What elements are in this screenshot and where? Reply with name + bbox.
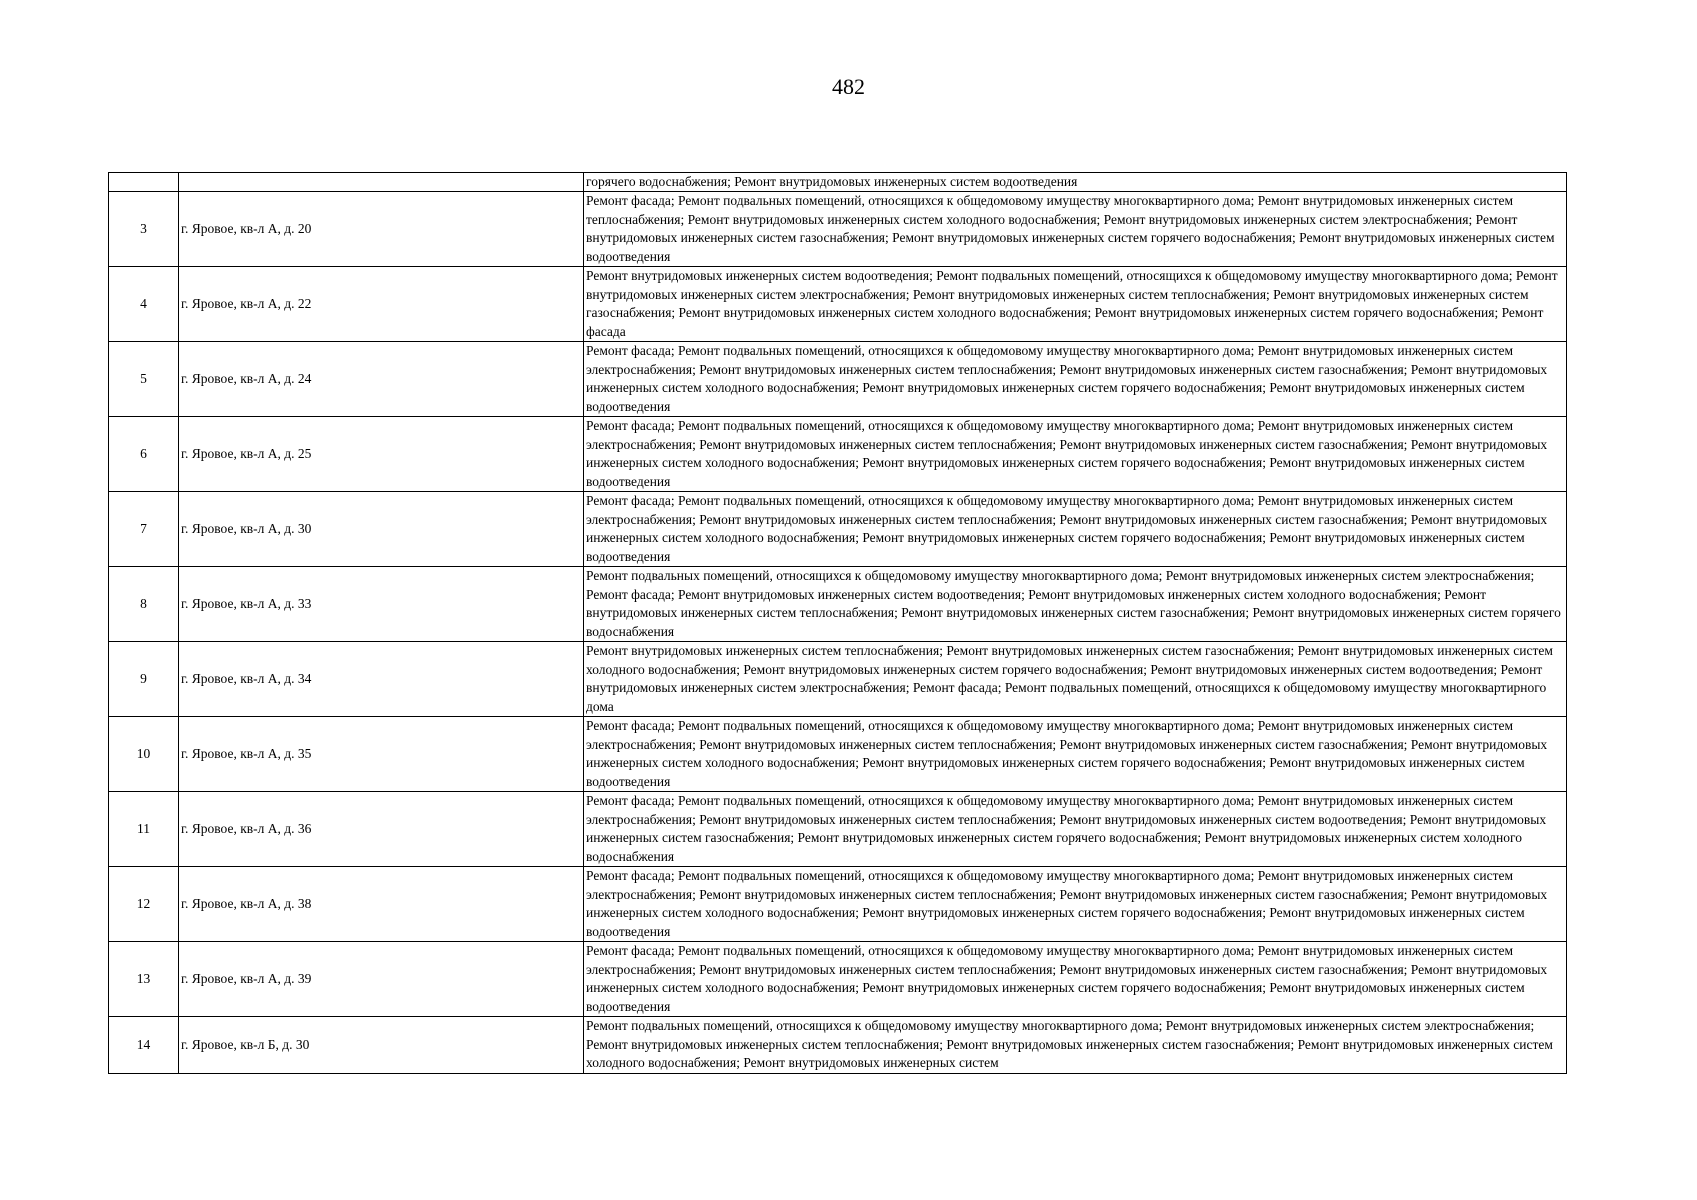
row-number-cell: 5 xyxy=(109,342,179,417)
table-row xyxy=(109,1017,1567,1074)
table-row xyxy=(109,417,1567,492)
address-cell: г. Яровое, кв-л А, д. 39 xyxy=(179,942,584,1017)
address-cell: г. Яровое, кв-л А, д. 20 xyxy=(179,192,584,267)
works-cell: Ремонт фасада; Ремонт подвальных помещений, относящихся к общедомовому имуществу многоквартирного дома; Ремонт внутридомовых инженерных систем электроснабжения; Ремонт внутридомовых инженерных систем теплоснабжения; Ремонт внутридомовых инженерных систем газоснабжения; Ремонт внутридомовых инженерных систем холодного водоснабжения; Ремонт внутридомовых инженерных систем горячего водоснабжения; Ремонт внутридомовых инженерных систем водоотведения xyxy=(584,717,1567,792)
address-cell: г. Яровое, кв-л А, д. 25 xyxy=(179,417,584,492)
works-cell: Ремонт фасада; Ремонт подвальных помещений, относящихся к общедомовому имуществу многоквартирного дома; Ремонт внутридомовых инженерных систем электроснабжения; Ремонт внутридомовых инженерных систем теплоснабжения; Ремонт внутридомовых инженерных систем водоотведения; Ремонт внутридомовых инженерных систем газоснабжения; Ремонт внутридомовых инженерных систем горячего водоснабжения; Ремонт внутридомовых инженерных систем холодного водоснабжения xyxy=(584,792,1567,867)
row-number-cell: 7 xyxy=(109,492,179,567)
table-row xyxy=(109,342,1567,417)
table-row xyxy=(109,792,1567,867)
works-cell: Ремонт фасада; Ремонт подвальных помещений, относящихся к общедомовому имуществу многоквартирного дома; Ремонт внутридомовых инженерных систем электроснабжения; Ремонт внутридомовых инженерных систем теплоснабжения; Ремонт внутридомовых инженерных систем газоснабжения; Ремонт внутридомовых инженерных систем холодного водоснабжения; Ремонт внутридомовых инженерных систем горячего водоснабжения; Ремонт внутридомовых инженерных систем водоотведения xyxy=(584,417,1567,492)
works-cell: Ремонт подвальных помещений, относящихся к общедомовому имуществу многоквартирного дома; Ремонт внутридомовых инженерных систем электроснабжения; Ремонт фасада; Ремонт внутридомовых инженерных систем водоотведения; Ремонт внутридомовых инженерных систем холодного водоснабжения; Ремонт внутридомовых инженерных систем теплоснабжения; Ремонт внутридомовых инженерных систем газоснабжения; Ремонт внутридомовых инженерных систем горячего водоснабжения xyxy=(584,567,1567,642)
address-cell: г. Яровое, кв-л А, д. 38 xyxy=(179,867,584,942)
address-cell: г. Яровое, кв-л А, д. 24 xyxy=(179,342,584,417)
table-row xyxy=(109,267,1567,342)
row-number-cell: 13 xyxy=(109,942,179,1017)
table-row xyxy=(109,192,1567,267)
works-cell: Ремонт фасада; Ремонт подвальных помещений, относящихся к общедомовому имуществу многоквартирного дома; Ремонт внутридомовых инженерных систем электроснабжения; Ремонт внутридомовых инженерных систем теплоснабжения; Ремонт внутридомовых инженерных систем газоснабжения; Ремонт внутридомовых инженерных систем холодного водоснабжения; Ремонт внутридомовых инженерных систем горячего водоснабжения; Ремонт внутридомовых инженерных систем водоотведения xyxy=(584,342,1567,417)
row-number-cell xyxy=(109,173,179,192)
continuation-row xyxy=(109,173,1567,192)
works-cell: горячего водоснабжения; Ремонт внутридомовых инженерных систем водоотведения xyxy=(584,173,1567,192)
repair-works-table xyxy=(108,172,1567,1074)
table-body xyxy=(109,173,1567,1074)
row-number-cell: 14 xyxy=(109,1017,179,1074)
table-row xyxy=(109,867,1567,942)
works-cell: Ремонт фасада; Ремонт подвальных помещений, относящихся к общедомовому имуществу многоквартирного дома; Ремонт внутридомовых инженерных систем электроснабжения; Ремонт внутридомовых инженерных систем теплоснабжения; Ремонт внутридомовых инженерных систем газоснабжения; Ремонт внутридомовых инженерных систем холодного водоснабжения; Ремонт внутридомовых инженерных систем горячего водоснабжения; Ремонт внутридомовых инженерных систем водоотведения xyxy=(584,492,1567,567)
table-row xyxy=(109,642,1567,717)
address-cell: г. Яровое, кв-л А, д. 36 xyxy=(179,792,584,867)
works-cell: Ремонт подвальных помещений, относящихся к общедомовому имуществу многоквартирного дома; Ремонт внутридомовых инженерных систем электроснабжения; Ремонт внутридомовых инженерных систем теплоснабжения; Ремонт внутридомовых инженерных систем газоснабжения; Ремонт внутридомовых инженерных систем холодного водоснабжения; Ремонт внутридомовых инженерных систем xyxy=(584,1017,1567,1074)
works-cell: Ремонт внутридомовых инженерных систем теплоснабжения; Ремонт внутридомовых инженерных систем газоснабжения; Ремонт внутридомовых инженерных систем холодного водоснабжения; Ремонт внутридомовых инженерных систем горячего водоснабжения; Ремонт внутридомовых инженерных систем водоотведения; Ремонт внутридомовых инженерных систем электроснабжения; Ремонт фасада; Ремонт подвальных помещений, относящихся к общедомовому имуществу многоквартирного дома xyxy=(584,642,1567,717)
works-cell: Ремонт фасада; Ремонт подвальных помещений, относящихся к общедомовому имуществу многоквартирного дома; Ремонт внутридомовых инженерных систем теплоснабжения; Ремонт внутридомовых инженерных систем холодного водоснабжения; Ремонт внутридомовых инженерных систем электроснабжения; Ремонт внутридомовых инженерных систем газоснабжения; Ремонт внутридомовых инженерных систем горячего водоснабжения; Ремонт внутридомовых инженерных систем водоотведения xyxy=(584,192,1567,267)
table-row xyxy=(109,567,1567,642)
row-number-cell: 9 xyxy=(109,642,179,717)
works-cell: Ремонт фасада; Ремонт подвальных помещений, относящихся к общедомовому имуществу многоквартирного дома; Ремонт внутридомовых инженерных систем электроснабжения; Ремонт внутридомовых инженерных систем теплоснабжения; Ремонт внутридомовых инженерных систем газоснабжения; Ремонт внутридомовых инженерных систем холодного водоснабжения; Ремонт внутридомовых инженерных систем горячего водоснабжения; Ремонт внутридомовых инженерных систем водоотведения xyxy=(584,867,1567,942)
row-number-cell: 11 xyxy=(109,792,179,867)
address-cell: г. Яровое, кв-л А, д. 34 xyxy=(179,642,584,717)
table-row xyxy=(109,717,1567,792)
row-number-cell: 8 xyxy=(109,567,179,642)
page-number: 482 xyxy=(832,74,865,99)
address-cell: г. Яровое, кв-л А, д. 35 xyxy=(179,717,584,792)
address-cell: г. Яровое, кв-л А, д. 22 xyxy=(179,267,584,342)
table-row xyxy=(109,942,1567,1017)
address-cell: г. Яровое, кв-л А, д. 33 xyxy=(179,567,584,642)
works-cell: Ремонт фасада; Ремонт подвальных помещений, относящихся к общедомовому имуществу многоквартирного дома; Ремонт внутридомовых инженерных систем электроснабжения; Ремонт внутридомовых инженерных систем теплоснабжения; Ремонт внутридомовых инженерных систем газоснабжения; Ремонт внутридомовых инженерных систем холодного водоснабжения; Ремонт внутридомовых инженерных систем горячего водоснабжения; Ремонт внутридомовых инженерных систем водоотведения xyxy=(584,942,1567,1017)
row-number-cell: 10 xyxy=(109,717,179,792)
row-number-cell: 3 xyxy=(109,192,179,267)
table-row xyxy=(109,492,1567,567)
row-number-cell: 6 xyxy=(109,417,179,492)
works-cell: Ремонт внутридомовых инженерных систем водоотведения; Ремонт подвальных помещений, относящихся к общедомовому имуществу многоквартирного дома; Ремонт внутридомовых инженерных систем электроснабжения; Ремонт внутридомовых инженерных систем теплоснабжения; Ремонт внутридомовых инженерных систем газоснабжения; Ремонт внутридомовых инженерных систем холодного водоснабжения; Ремонт внутридомовых инженерных систем горячего водоснабжения; Ремонт фасада xyxy=(584,267,1567,342)
row-number-cell: 12 xyxy=(109,867,179,942)
address-cell xyxy=(179,173,584,192)
address-cell: г. Яровое, кв-л А, д. 30 xyxy=(179,492,584,567)
row-number-cell: 4 xyxy=(109,267,179,342)
address-cell: г. Яровое, кв-л Б, д. 30 xyxy=(179,1017,584,1074)
